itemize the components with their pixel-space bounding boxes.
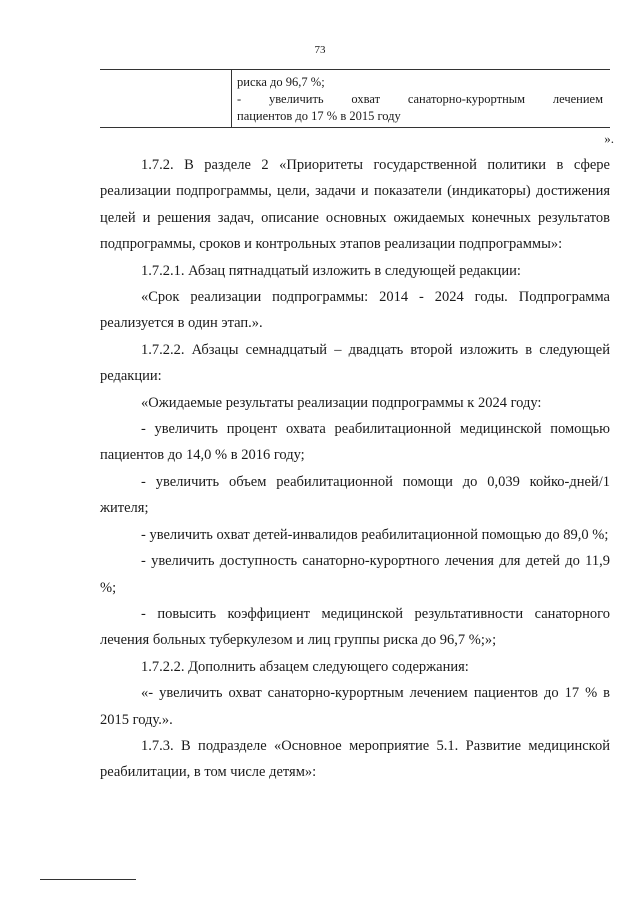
table-cell	[237, 74, 603, 125]
document-body	[100, 152, 610, 786]
paragraph-add-clause: 1.7.2.2. Дополнить абзацем следующего содержания:	[141, 658, 469, 675]
paragraph-term-quote: «Срок реализации подпрограммы: 2014 - 2024 годы. Подпрограмма реализуется в один этап.».	[100, 289, 610, 332]
paragraph-added-clause-text: «- увеличить охват санаторно-курортным лечением пациентов до 17 % в 2015 году.».	[100, 685, 610, 728]
paragraph-expected-results: «Ожидаемые результаты реализации подпрограммы к 2024 году:	[141, 394, 542, 411]
closing-quote-mark: ».	[604, 131, 614, 146]
footnote-separator	[40, 879, 136, 880]
table-column-divider	[231, 70, 232, 127]
paragraph-1-7-2: 1.7.2. В разделе 2 «Приоритеты государственной политики в сфере реализации подпрограммы, цели, задачи и показатели (индикаторы) достижения целей и решения задач, описание основных ожидаемых конечных результатов подпрограммы, сроков и контрольных этапов реализации подпрограммы»:	[100, 157, 610, 253]
table-cell-line-3: пациентов до 17 % в 2015 году	[237, 109, 401, 123]
list-item-sanatorium-children: - увеличить доступность санаторно-курортного лечения для детей до 11,9 %;	[100, 553, 610, 596]
list-item-rehab-volume: - увеличить объем реабилитационной помощи до 0,039 койко-дней/1 жителя;	[100, 473, 610, 517]
paragraph-1-7-3: 1.7.3. В подразделе «Основное мероприятие 5.1. Развитие медицинской реабилитации, в том числе детям»:	[100, 737, 610, 781]
table-cell-line-1: риска до 96,7 %;	[237, 75, 325, 89]
paragraph-1-7-2-2: 1.7.2.2. Абзацы семнадцатый – двадцать второй изложить в следующей редакции:	[100, 341, 610, 385]
list-item-disabled-children: - увеличить охват детей-инвалидов реабилитационной помощью до 89,0 %;	[141, 526, 609, 543]
page-number: 73	[314, 44, 326, 56]
table-cell-line-2: - увеличить охват санаторно-курортным лечением	[237, 92, 603, 106]
table-fragment	[100, 69, 610, 128]
list-item-rehab-coverage: - увеличить процент охвата реабилитационной медицинской помощью пациентов до 14,0 % в 2016 году;	[100, 421, 610, 464]
paragraph-1-7-2-1: 1.7.2.1. Абзац пятнадцатый изложить в следующей редакции:	[141, 262, 521, 279]
list-item-tuberculosis: - повысить коэффициент медицинской результативности санаторного лечения больных туберкулезом и лиц группы риска до 96,7 %;»;	[100, 605, 610, 649]
